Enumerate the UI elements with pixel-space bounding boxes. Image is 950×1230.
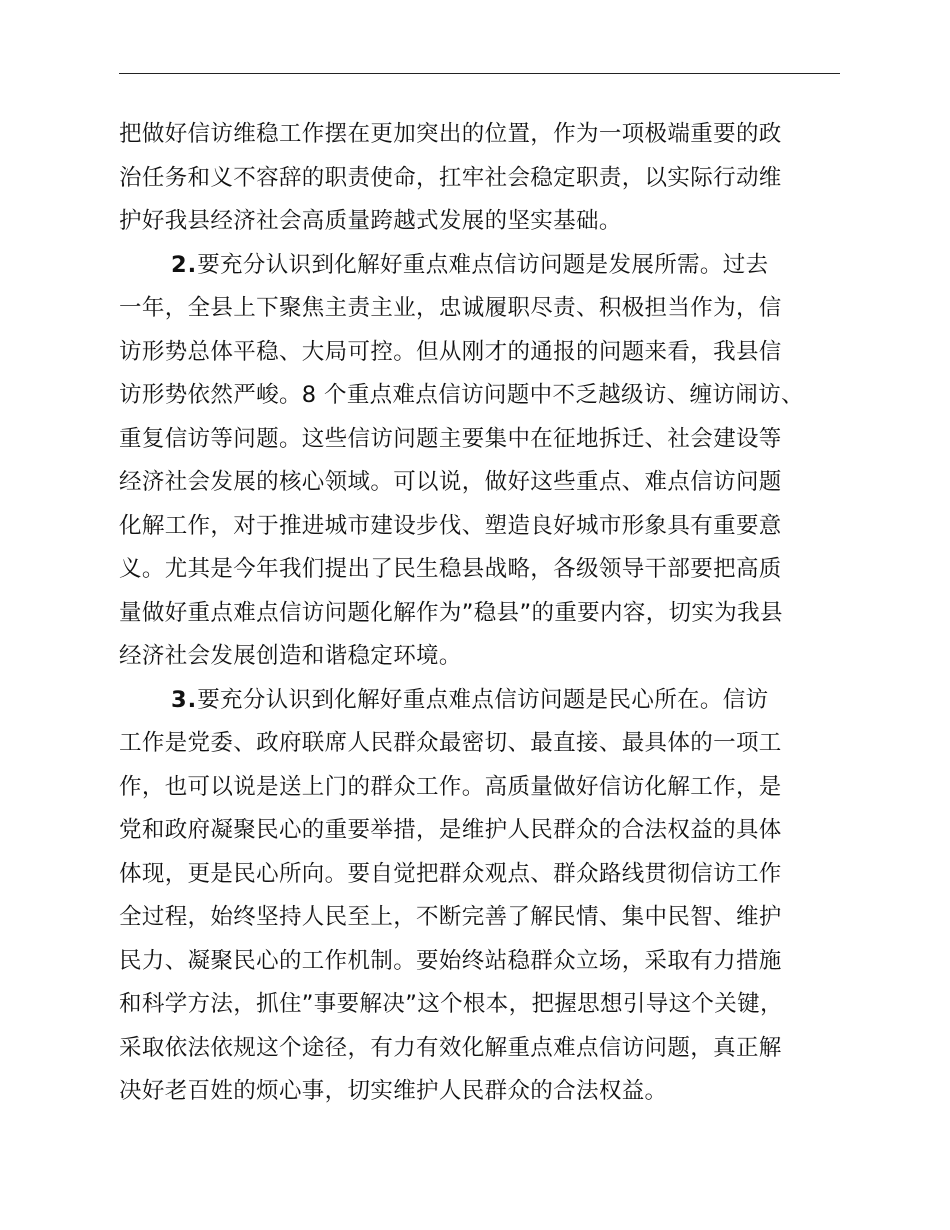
paragraph-2-line-7: 化解工作，对于推进城市建设步伐、塑造良好城市形象具有重要意 bbox=[119, 512, 782, 539]
paragraph-3-heading-text: 要充分认识到化解好重点难点信访问题是民心所在。信访 bbox=[197, 686, 769, 713]
paragraph-2-line-1 bbox=[119, 244, 840, 288]
paragraph-3-line-3: 作，也可以说是送上门的群众工作。高质量做好信访化解工作，是 bbox=[119, 773, 782, 800]
paragraph-3-line-4: 党和政府凝聚民心的重要举措，是维护人民群众的合法权益的具体 bbox=[119, 817, 782, 843]
paragraph-2-line-9: 量做好重点难点信访问题化解作为”稳县”的重要内容，切实为我县 bbox=[119, 599, 783, 626]
paragraph-1-line-2: 治任务和义不容辞的职责使命，扛牢社会稳定职责，以实际行动维 bbox=[119, 164, 782, 191]
paragraph-2-line-10: 经济社会发展创造和谐稳定环境。 bbox=[119, 643, 462, 669]
paragraph-3-line-5: 体现，更是民心所向。要自觉把群众观点、群众路线贯彻信访工作 bbox=[119, 860, 782, 887]
paragraph-2-line-3: 访形势总体平稳、大局可控。但从刚才的通报的问题来看，我县信 bbox=[119, 338, 782, 365]
paragraph-2-line-8: 义。尤其是今年我们提出了民生稳县战略，各级领导干部要把高质 bbox=[119, 556, 782, 582]
paragraph-2-line-4: 访形势依然严峻。8 个重点难点信访问题中不乏越级访、缠访闹访、 bbox=[119, 382, 804, 408]
paragraph-2-line-5: 重复信访等问题。这些信访问题主要集中在征地拆迁、社会建设等 bbox=[119, 425, 782, 452]
paragraph-3-line-9: 采取依法依规这个途径，有力有效化解重点难点信访问题，真正解 bbox=[119, 1034, 782, 1061]
paragraph-3-line-2: 工作是党委、政府联席人民群众最密切、最直接、最具体的一项工 bbox=[119, 730, 782, 756]
paragraph-3-line-10: 决好老百姓的烦心事，切实维护人民群众的合法权益。 bbox=[119, 1078, 668, 1104]
paragraph-2-number: 2. bbox=[171, 251, 198, 278]
paragraph-1-line-1: 把做好信访维稳工作摆在更加突出的位置，作为一项极端重要的政 bbox=[119, 121, 782, 147]
paragraph-1-line-3: 护好我县经济社会高质量跨越式发展的坚实基础。 bbox=[119, 208, 622, 234]
paragraph-2-heading-text: 要充分认识到化解好重点难点信访问题是发展所需。过去 bbox=[197, 251, 769, 278]
paragraph-3-line-6: 全过程，始终坚持人民至上，不断完善了解民情、集中民智、维护 bbox=[119, 904, 782, 930]
paragraph-3-line-1 bbox=[119, 679, 840, 723]
document-body bbox=[119, 113, 840, 1114]
paragraph-3-line-8: 和科学方法，抓住”事要解决”这个根本，把握思想引导这个关键， bbox=[119, 991, 783, 1017]
paragraph-2-line-2: 一年，全县上下聚焦主责主业，忠诚履职尽责、积极担当作为，信 bbox=[119, 295, 782, 321]
paragraph-3-line-7: 民力、凝聚民心的工作机制。要始终站稳群众立场，采取有力措施 bbox=[119, 947, 782, 974]
paragraph-3-number: 3. bbox=[171, 686, 198, 713]
paragraph-2-line-6: 经济社会发展的核心领域。可以说，做好这些重点、难点信访问题 bbox=[119, 469, 782, 495]
header-rule bbox=[119, 73, 840, 74]
